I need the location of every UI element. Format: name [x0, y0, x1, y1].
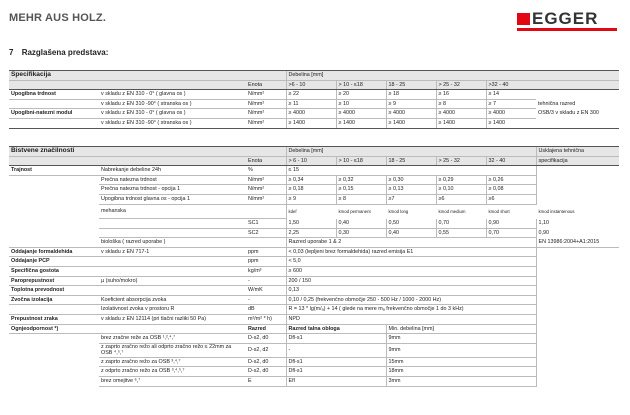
spec-range: > 10 - ≤18 [336, 80, 386, 90]
specification-table [9, 70, 619, 129]
features-spec-header-2: specifikacija [536, 156, 619, 166]
bio-value: Razred uporabe 1 & 2 [286, 238, 536, 248]
spec-note-line-1: tehnična razred [538, 100, 576, 107]
table-row: Upogibna trdnost v skladu z EN 310 - 0° ( glavna os ) N/mm² ≥ 22 ≥ 20 ≥ 18 ≥ 16 ≥ 14 [9, 90, 619, 100]
bio-label: biološka ( razred uporabe ) [99, 238, 246, 248]
table-row: z odprto zračno režo za OSB ³,⁴,⁵,⁷ D-s2, d0 Dfl-s1 18mm [9, 367, 619, 377]
table-row: Paroprepustnost µ (suho/mokro) - 200 / 150 [9, 276, 619, 286]
spec-range: 18 - 25 [386, 80, 436, 90]
k-head: kmod short [488, 209, 510, 215]
table-row: Specifična gostota kg/m³ ≥ 600 [9, 267, 619, 277]
trajnost-label: Trajnost [9, 166, 99, 176]
table-row: Izolativnost zvoka v prostoru R dB R = 13 * lg(m/ₐ) + 14 ( glede na mere mₐ frekvenčno območje 1 do 3 kHz) [9, 305, 619, 315]
features-spec-header-1: Usklajena tehnična [536, 147, 619, 157]
table-row: Prečna natezna trdnost N/mm² ≥ 0,34 ≥ 0,32 ≥ 0,30 ≥ 0,29 ≥ 0,26 [9, 175, 619, 185]
table-row: Zvočna izolacija Koeficient absorpcija zvoka - 0,10 / 0,25 (frekvenčno območje 250 - 500 Hz / 1000 - 2000 Hz) [9, 295, 619, 305]
logo-wordmark: EGGER [532, 9, 599, 28]
spec-range: >6 - 10 [286, 80, 336, 90]
fire-label: Ognjeodpornost *) [9, 324, 99, 334]
features-thickness-header: Debelina [mm] [286, 147, 536, 157]
table-row [9, 238, 619, 248]
table-row: Upogibna trdnost glavna os - opcija 1 N/mm² ≥ 9 ≥ 8 ≥7 ≥6 ≥6 [9, 194, 619, 204]
k-head: kmod medium [438, 209, 466, 215]
table-row: brez zračne reže za OSB ¹,²,⁴,⁷ D-s2, d0 Dfl-s1 9mm [9, 334, 619, 344]
table-row: SC1 1,50 0,40 0,50 0,70 0,90 1,10 [9, 219, 619, 229]
spec-title: Specifikacija [9, 71, 99, 81]
table-row: Prečna natezna trdnost - opcija 1 N/mm² ≥ 0,18 ≥ 0,15 ≥ 0,13 ≥ 0,10 ≥ 0,08 [9, 185, 619, 195]
table-row: Ognjeodpornost *) Razred Razred talna obloga Min. debelina [mm] [9, 324, 619, 334]
table-row: z zaprto zračno režo za OSB ³,⁴,⁷ D-s2, d0 Dfl-s1 15mm [9, 357, 619, 367]
spec-range: >32 - 40 [486, 80, 536, 90]
table-row: brez omejitve ⁶,⁷ E Efl 3mm [9, 376, 619, 386]
spec-thickness-header: Debelina [mm] [286, 71, 536, 81]
characteristics-table: Bistvene značilnosti Debelina [mm] Usklajena tehnična Enota > 6 - 10 > 10 - ≤18 18 - 25 > 25 - 32 32 - 40 specifikacija Trajnost Nabrekanje debeline 24h % ≤ 15 Prečna natezna trdnost N/mm² ≥ 0,34 ≥ 0,32 ≥ 0,30 ≥ 0,29 ≥ 0,26 Prečna natezna trdnost - opcija 1 N/mm² ≥ 0,18 ≥ 0,15 ≥ 0,13 ≥ 0,10 ≥ 0,08 Upogibna trdnost glavna os - opcija 1 N/mm² ≥ 9 ≥ 8 ≥7 ≥6 ≥6 mehanska kdef kmod permanent kmod long kmod medium kmod short kmod instantenous SC1 1,50 0,40 0,50 0,70 0,90 1,10 SC2 2,25 0,30 0,40 0,55 0,70 0,90 biološka ( razred uporabe ) Razred uporabe 1 & 2 EN 13986:2004+A1:2015 Oddajanje formaldehida v skladu z EN 717-1 ppm < 0,03 (lepljeni brez formaldehida) razred emisija E1 Oddajanje PCP ppm < 5,0 Specifična gostota kg/m³ ≥ 600 Paroprepustnost µ (suho/mokro) - 200 / 150 Toplotna prevodnost W/mK 0,13 Zvočna izolacija Koeficient absorpcija zvoka - 0,10 / 0,25 (frekvenčno območje 250 - 500 Hz / 1000 - 2000 Hz) Izolativnost zvoka v prostoru R dB R = 13 * lg(m/ₐ) + 14 ( glede na mere mₐ frekvenčno območje 1 do 3 kHz) Prepustnost zraka v skladu z EN 12114 (pri tlačni razliki 50 Pa) m³/m² * h) NPD Ognjeodpornost *) Razred Razred talna obloga Min. debelina [mm] brez zračne reže za OSB ¹,²,⁴,⁷ D-s2, d0 Dfl-s1 9mm z zaprto zračno režo ali odprto zračno režo ≤ 22mm za OSB ⁴,⁵,⁷ D-s2, d2 - 9mm z zaprto zračno režo za OSB ³,⁴,⁷ D-s2, d0 Dfl-s1 15mm z odprto zračno režo za OSB ³,⁴,⁵,⁷ D-s2, d0 Dfl-s1 18mm brez omejitve ⁶,⁷ E Efl 3mm [9, 146, 619, 387]
section-title [9, 48, 108, 57]
section-title-text: Razglašena predstava: [21, 48, 109, 57]
table-row: Prepustnost zraka v skladu z EN 12114 (pri tlačni razliki 50 Pa) m³/m² * h) NPD [9, 315, 619, 325]
table-row: z zaprto zračno režo ali odprto zračno režo ≤ 22mm za OSB ⁴,⁵,⁷ D-s2, d2 - 9mm [9, 343, 619, 357]
k-head: kmod permanent [338, 209, 371, 215]
table-row [9, 204, 619, 219]
section-number: 7 [9, 48, 14, 57]
spec-range: > 25 - 32 [436, 80, 486, 90]
spec-note-line-2: OSB/3 v skladu z EN 300 [538, 110, 599, 117]
egger-logo [517, 8, 617, 36]
k-head: kdef [288, 209, 297, 215]
logo-red-line [517, 28, 617, 31]
features-unit-header: Enota [246, 156, 286, 166]
table-row: Upogibni-natezni modul v skladu z EN 310 - 0° ( glavna os ) N/mm² ≥ 4000 ≥ 4000 ≥ 4000 ≥ 4000 ≥ 4000 OSB/3 v skladu z EN 300 [9, 109, 619, 119]
k-head: kmod long [388, 209, 409, 215]
features-title: Bistvene značilnosti [9, 147, 99, 157]
k-head: kmod instantenous [538, 209, 575, 215]
table-row: Oddajanje PCP ppm < 5,0 [9, 257, 619, 267]
table-row: Oddajanje formaldehida v skladu z EN 717-1 ppm < 0,03 (lepljeni brez formaldehida) razred emisija E1 [9, 247, 619, 257]
mehanska-label: mehanska [99, 204, 246, 219]
en-spec: EN 13986:2004+A1:2015 [536, 238, 619, 248]
table-row: v skladu z EN 310 -90° ( stranska os ) N/mm² ≥ 11 ≥ 10 ≥ 9 ≥ 8 ≥ 7 tehnična razred [9, 99, 619, 109]
spec-unit-header: Enota [246, 80, 286, 90]
logo-red-block [517, 13, 530, 25]
table-row: Toplotna prevodnost W/mK 0,13 [9, 286, 619, 296]
brand-slogan: MEHR AUS HOLZ. [9, 12, 107, 24]
table-row: Trajnost Nabrekanje debeline 24h % ≤ 15 [9, 166, 619, 176]
table-row: SC2 2,25 0,30 0,40 0,55 0,70 0,90 [9, 228, 619, 238]
table-row: v skladu z EN 310 -90° ( stranska os ) N/mm² ≥ 1400 ≥ 1400 ≥ 1400 ≥ 1400 ≥ 1400 [9, 118, 619, 128]
